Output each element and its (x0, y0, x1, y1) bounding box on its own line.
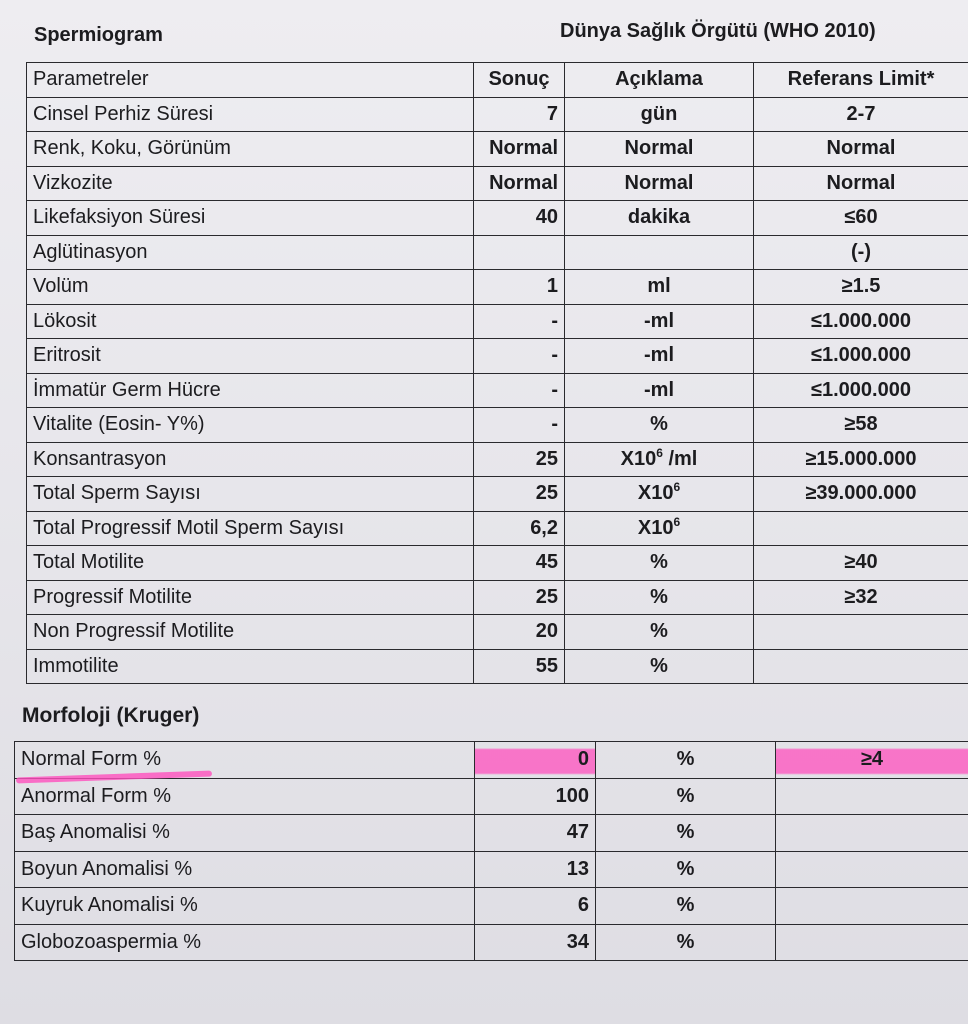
result-cell: 6,2 (474, 511, 565, 546)
table-row (15, 815, 968, 852)
reference-cell: ≤1.000.000 (754, 373, 968, 408)
report-title: Spermiogram (34, 24, 163, 46)
column-header-reference: Referans Limit* (754, 63, 968, 98)
param-cell: Eritrosit (27, 339, 474, 374)
table-row (27, 270, 968, 305)
param-cell: Normal Form % (15, 742, 475, 779)
unit-cell: % (565, 546, 754, 581)
result-cell: 25 (474, 580, 565, 615)
reference-cell (776, 924, 968, 961)
reference-cell: ≥15.000.000 (754, 442, 968, 477)
param-cell: Globozoaspermia % (15, 924, 475, 961)
unit-cell: % (596, 851, 776, 888)
result-cell: 0 (475, 742, 596, 779)
result-cell: 47 (475, 815, 596, 852)
result-cell: 100 (475, 778, 596, 815)
table-row (27, 477, 968, 512)
reference-cell (776, 851, 968, 888)
reference-cell: ≤60 (754, 201, 968, 236)
table-row (27, 97, 968, 132)
result-cell: 55 (474, 649, 565, 684)
result-cell: - (474, 339, 565, 374)
result-cell: 25 (474, 477, 565, 512)
unit-exponent: 6 (673, 514, 681, 529)
reference-cell: ≥4 (776, 742, 968, 779)
unit-cell: -ml (565, 373, 754, 408)
reference-cell: Normal (754, 132, 968, 167)
param-cell: Konsantrasyon (27, 442, 474, 477)
result-cell: 45 (474, 546, 565, 581)
param-cell: Progressif Motilite (27, 580, 474, 615)
unit-cell: Normal (565, 166, 754, 201)
unit-cell: gün (565, 97, 754, 132)
column-header-result: Sonuç (474, 63, 565, 98)
table-row (15, 924, 968, 961)
reference-cell: ≥39.000.000 (754, 477, 968, 512)
result-cell: 1 (474, 270, 565, 305)
unit-cell (565, 511, 754, 546)
unit-cell: % (596, 924, 776, 961)
result-cell: 6 (475, 888, 596, 925)
reference-cell (776, 815, 968, 852)
reference-cell: ≥1.5 (754, 270, 968, 305)
param-cell: Immotilite (27, 649, 474, 684)
reference-cell (776, 888, 968, 925)
table-row (27, 511, 968, 546)
result-cell: - (474, 373, 565, 408)
unit-cell: % (565, 615, 754, 650)
result-cell: Normal (474, 166, 565, 201)
table-row (27, 580, 968, 615)
reference-cell: ≤1.000.000 (754, 304, 968, 339)
unit-cell: % (596, 815, 776, 852)
table-row (27, 304, 968, 339)
result-cell (474, 235, 565, 270)
reference-cell (754, 511, 968, 546)
unit-cell: % (596, 778, 776, 815)
table-row (27, 132, 968, 167)
table-row (27, 235, 968, 270)
reference-cell (754, 649, 968, 684)
param-cell: Boyun Anomalisi % (15, 851, 475, 888)
reference-cell (776, 778, 968, 815)
param-cell: Baş Anomalisi % (15, 815, 475, 852)
reference-cell: ≥32 (754, 580, 968, 615)
unit-exponent: 6 (673, 480, 681, 495)
param-cell: Lökosit (27, 304, 474, 339)
table-row (27, 546, 968, 581)
reference-cell: ≥58 (754, 408, 968, 443)
table-row (15, 888, 968, 925)
reference-cell: 2-7 (754, 97, 968, 132)
unit-cell (565, 235, 754, 270)
unit-base: X10 (637, 516, 674, 539)
unit-cell (565, 477, 754, 512)
unit-base: X10 (637, 482, 674, 505)
table-header-row (27, 63, 968, 98)
param-cell: Likefaksiyon Süresi (27, 201, 474, 236)
table-row (27, 201, 968, 236)
reference-cell (754, 615, 968, 650)
result-cell: 25 (474, 442, 565, 477)
param-cell: Total Motilite (27, 546, 474, 581)
result-cell: - (474, 304, 565, 339)
param-cell: Total Sperm Sayısı (27, 477, 474, 512)
param-cell: İmmatür Germ Hücre (27, 373, 474, 408)
table-row (27, 339, 968, 374)
unit-cell: % (565, 580, 754, 615)
table-row (27, 442, 968, 477)
unit-cell: % (565, 408, 754, 443)
table-row (27, 649, 968, 684)
unit-cell (565, 442, 754, 477)
result-cell: - (474, 408, 565, 443)
unit-exponent: 6 (656, 445, 663, 460)
table-row (27, 408, 968, 443)
param-cell: Renk, Koku, Görünüm (27, 132, 474, 167)
unit-cell: % (596, 888, 776, 925)
morphology-title: Morfoloji (Kruger) (22, 704, 200, 727)
table-row (27, 373, 968, 408)
table-row (27, 166, 968, 201)
param-cell: Cinsel Perhiz Süresi (27, 97, 474, 132)
reference-cell: ≤1.000.000 (754, 339, 968, 374)
param-cell: Total Progressif Motil Sperm Sayısı (27, 511, 474, 546)
param-cell: Vizkozite (27, 166, 474, 201)
param-cell: Non Progressif Motilite (27, 615, 474, 650)
unit-cell: Normal (565, 132, 754, 167)
unit-cell: ml (565, 270, 754, 305)
table-row (15, 778, 968, 815)
unit-base: X10 (620, 447, 657, 470)
result-cell: 13 (475, 851, 596, 888)
table-row (15, 851, 968, 888)
result-cell: Normal (474, 132, 565, 167)
reference-cell: Normal (754, 166, 968, 201)
unit-cell: % (565, 649, 754, 684)
table-row (27, 615, 968, 650)
unit-cell: % (596, 742, 776, 779)
reference-cell: (-) (754, 235, 968, 270)
param-cell: Anormal Form % (15, 778, 475, 815)
spermiogram-table (26, 62, 968, 684)
result-cell: 34 (475, 924, 596, 961)
unit-cell: dakika (565, 201, 754, 236)
result-cell: 40 (474, 201, 565, 236)
column-header-description: Açıklama (565, 63, 754, 98)
param-cell: Aglütinasyon (27, 235, 474, 270)
reference-cell: ≥40 (754, 546, 968, 581)
column-header-param: Parametreler (27, 63, 474, 98)
result-cell: 20 (474, 615, 565, 650)
param-cell: Volüm (27, 270, 474, 305)
report-standard: Dünya Sağlık Örgütü (WHO 2010) (560, 20, 876, 42)
unit-cell: -ml (565, 339, 754, 374)
unit-cell: -ml (565, 304, 754, 339)
param-cell: Vitalite (Eosin- Y%) (27, 408, 474, 443)
param-cell: Kuyruk Anomalisi % (15, 888, 475, 925)
unit-suffix: /ml (662, 447, 698, 470)
result-cell: 7 (474, 97, 565, 132)
